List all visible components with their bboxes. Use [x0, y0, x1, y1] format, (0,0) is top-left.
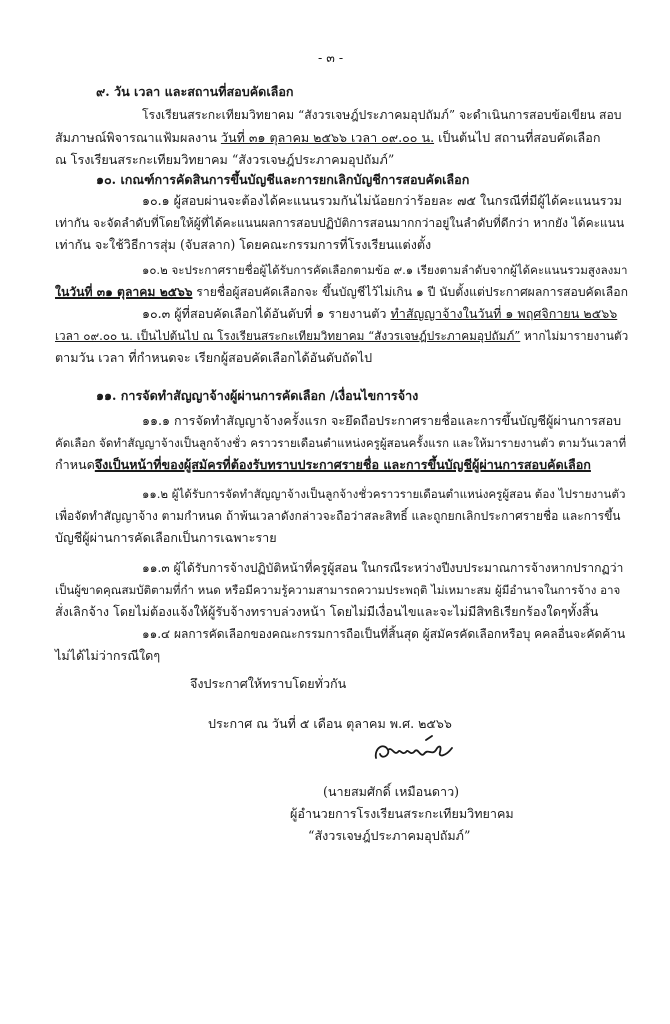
section-9-heading: ๙. วัน เวลา และสถานที่สอบคัดเลือก — [96, 84, 294, 99]
section-11-text-line: เพื่อจัดทำสัญญาจ้าง ตามกำหนด ถ้าพ้นเวลาดังกล่าวจะถือว่าสละสิทธิ์ และถูกยกเลิกประกาศรายชื่อ และการขึ้น — [55, 509, 621, 523]
section-11-text-line: เป็นผู้ขาดคุณสมบัติตามที่กำ หนด หรือมีความรู้ความสามารถความประพฤติ ไม่เหมาะสม ผู้มีอำนาจในการจ้าง อาจ — [55, 583, 621, 597]
section-10-heading: ๑๐. เกณฑ์การคัดสินการขึ้นบัญชีและการยกเลิกบัญชีการสอบคัดเลือก — [96, 172, 470, 187]
announcement-date: ประกาศ ณ วันที่ ๕ เดือน ตุลาคม พ.ศ. ๒๕๖๖ — [208, 716, 452, 731]
section-11-text-line: สั่งเลิกจ้าง โดยไม่ต้องแจ้งให้ผู้รับจ้างทราบล่วงหน้า โดยไม่มีเงื่อนไขและจะไม่มีสิทธิเรียกร้องใดๆทั้งสิ้น — [55, 604, 599, 619]
closing-statement: จึงประกาศให้ทราบโดยทั่วกัน — [190, 676, 347, 691]
announce-date-underlined: ในวันที่ ๓๑ ตุลาคม ๒๕๖๖ — [55, 285, 193, 299]
section-10-text-line: เท่ากัน จะจัดลำดับที่โดยให้ผู้ที่ได้คะแนนผลการสอบปฏิบัติการสอนมากกว่าอยู่ในลำดับที่ดีกว่า หากยัง ได้คะแนน — [55, 216, 625, 230]
section-10-text-line: เวลา ๐๙.๐๐ น. เป็นไปต้นไป ณ โรงเรียนสระกะเทียมวิทยาคม “สังวรเจษฎ์ประภาคมอุปถัมภ์” หากไม่มารายงานตัว — [55, 329, 629, 343]
section-10-text-line: ในวันที่ ๓๑ ตุลาคม ๒๕๖๖ รายชื่อผู้สอบคัดเลือกจะ ขึ้นบัญชีไว้ไม่เกิน ๑ ปี นับตั้งแต่ประกาศผลการสอบคัดเลือก — [55, 285, 628, 299]
section-11-text-line: ๑๑.๒ ผู้ได้รับการจัดทำสัญญาจ้างเป็นลูกจ้างชั่วคราวรายเดือนตำแหน่งครูผู้สอน ต้อง ไปรายงานตัว — [142, 487, 626, 501]
section-11-text-line: ๑๑.๓ ผู้ได้รับการจ้างปฏิบัติหน้าที่ครูผู้สอน ในกรณีระหว่างปีงบประมาณการจ้างหากปรากฏว่า — [142, 561, 624, 575]
signer-position: ผู้อำนวยการโรงเรียนสระกะเทียมวิทยาคม — [290, 806, 514, 821]
signer-school: “สังวรเจษฎ์ประภาคมอุปถัมภ์” — [308, 828, 471, 843]
contract-date-underlined: ทำสัญญาจ้างในวันที่ ๑ พฤศจิกายน ๒๕๖๖ — [390, 306, 618, 321]
section-11-text-line: คัดเลือก จัดทำสัญญาจ้างเป็นลูกจ้างชั่ว คราวรายเดือนตำแหน่งครูผู้สอนครั้งแรก และให้มารายงานตัว ตามวันเวลาที่ — [55, 436, 627, 450]
section-11-text-line: ๑๑.๔ ผลการคัดเลือกของคณะกรรมการถือเป็นที่สิ้นสุด ผู้สมัครคัดเลือกหรือบุ คคลอื่นจะคัดค้าน — [142, 627, 626, 641]
section-9-text-line: ณ โรงเรียนสระกะเทียมวิทยาคม “สังวรเจษฎ์ประภาคมอุปถัมภ์” — [55, 152, 395, 167]
signer-name: (นายสมศักดิ์ เหมือนดาว) — [323, 784, 460, 799]
section-11-text-line: ๑๑.๑ การจัดทำสัญญาจ้างครั้งแรก จะยึดถือประกาศรายชื่อและการขึ้นบัญชีผู้ผ่านการสอบ — [142, 413, 622, 428]
section-11-heading: ๑๑. การจัดทำสัญญาจ้างผู้ผ่านการคัดเลือก /เงื่อนไขการจ้าง — [96, 388, 419, 403]
section-11-text-line: กำหนดจึงเป็นหน้าที่ของผู้สมัครที่ต้องรับทราบประกาศรายชื่อ และการขึ้นบัญชีผู้ผ่านการสอบคัดเลือก — [55, 457, 591, 472]
section-10-text-line: ๑๐.๒ จะประกาศรายชื่อผู้ได้รับการคัดเลือกตามข้อ ๙.๑ เรียงตามลำดับจากผู้ได้คะแนนรวมสูงลงมา — [142, 263, 628, 277]
section-10-text-line: ๑๐.๑ ผู้สอบผ่านจะต้องได้คะแนนรวมกันไม่น้อยกว่าร้อยละ ๗๕ ในกรณีที่มีผู้ได้คะแนนรวม — [142, 193, 622, 208]
section-10-text-line: เท่ากัน จะใช้วิธีการสุ่ม (จับสลาก) โดยคณะกรรมการที่โรงเรียนแต่งตั้ง — [55, 237, 432, 252]
section-10-text-line: ๑๐.๓ ผู้ที่สอบคัดเลือกได้อันดับที่ ๑ รายงานตัว ทำสัญญาจ้างในวันที่ ๑ พฤศจิกายน ๒๕๖๖ — [142, 306, 618, 321]
section-10-text-line: ตามวัน เวลา ที่กำหนดจะ เรียกผู้สอบคัดเลือกได้อันดับถัดไป — [55, 350, 373, 365]
section-11-text-line: ไม่ได้ไม่ว่ากรณีใดๆ — [55, 648, 161, 663]
applicant-duty-underlined: จึงเป็นหน้าที่ของผู้สมัครที่ต้องรับทราบประกาศรายชื่อ และการขึ้นบัญชีผู้ผ่านการสอบคัดเลือก — [94, 457, 591, 472]
signature-image — [370, 728, 460, 768]
exam-date-underlined: วันที่ ๓๑ ตุลาคม ๒๕๖๖ เวลา ๐๙.๐๐ น. — [220, 130, 435, 145]
section-9-text-line: โรงเรียนสระกะเทียมวิทยาคม “สังวรเจษฎ์ประภาคมอุปถัมภ์” จะดำเนินการสอบข้อเขียน สอบ — [142, 108, 622, 122]
section-9-text-line: สัมภาษณ์พิจารณาแฟ้มผลงาน วันที่ ๓๑ ตุลาคม ๒๕๖๖ เวลา ๐๙.๐๐ น. เป็นต้นไป สถานที่สอบคัดเลือก — [55, 130, 601, 145]
page-number: - ๓ - — [318, 50, 344, 65]
section-11-text-line: บัญชีผู้ผ่านการคัดเลือกเป็นการเฉพาะราย — [55, 530, 277, 545]
